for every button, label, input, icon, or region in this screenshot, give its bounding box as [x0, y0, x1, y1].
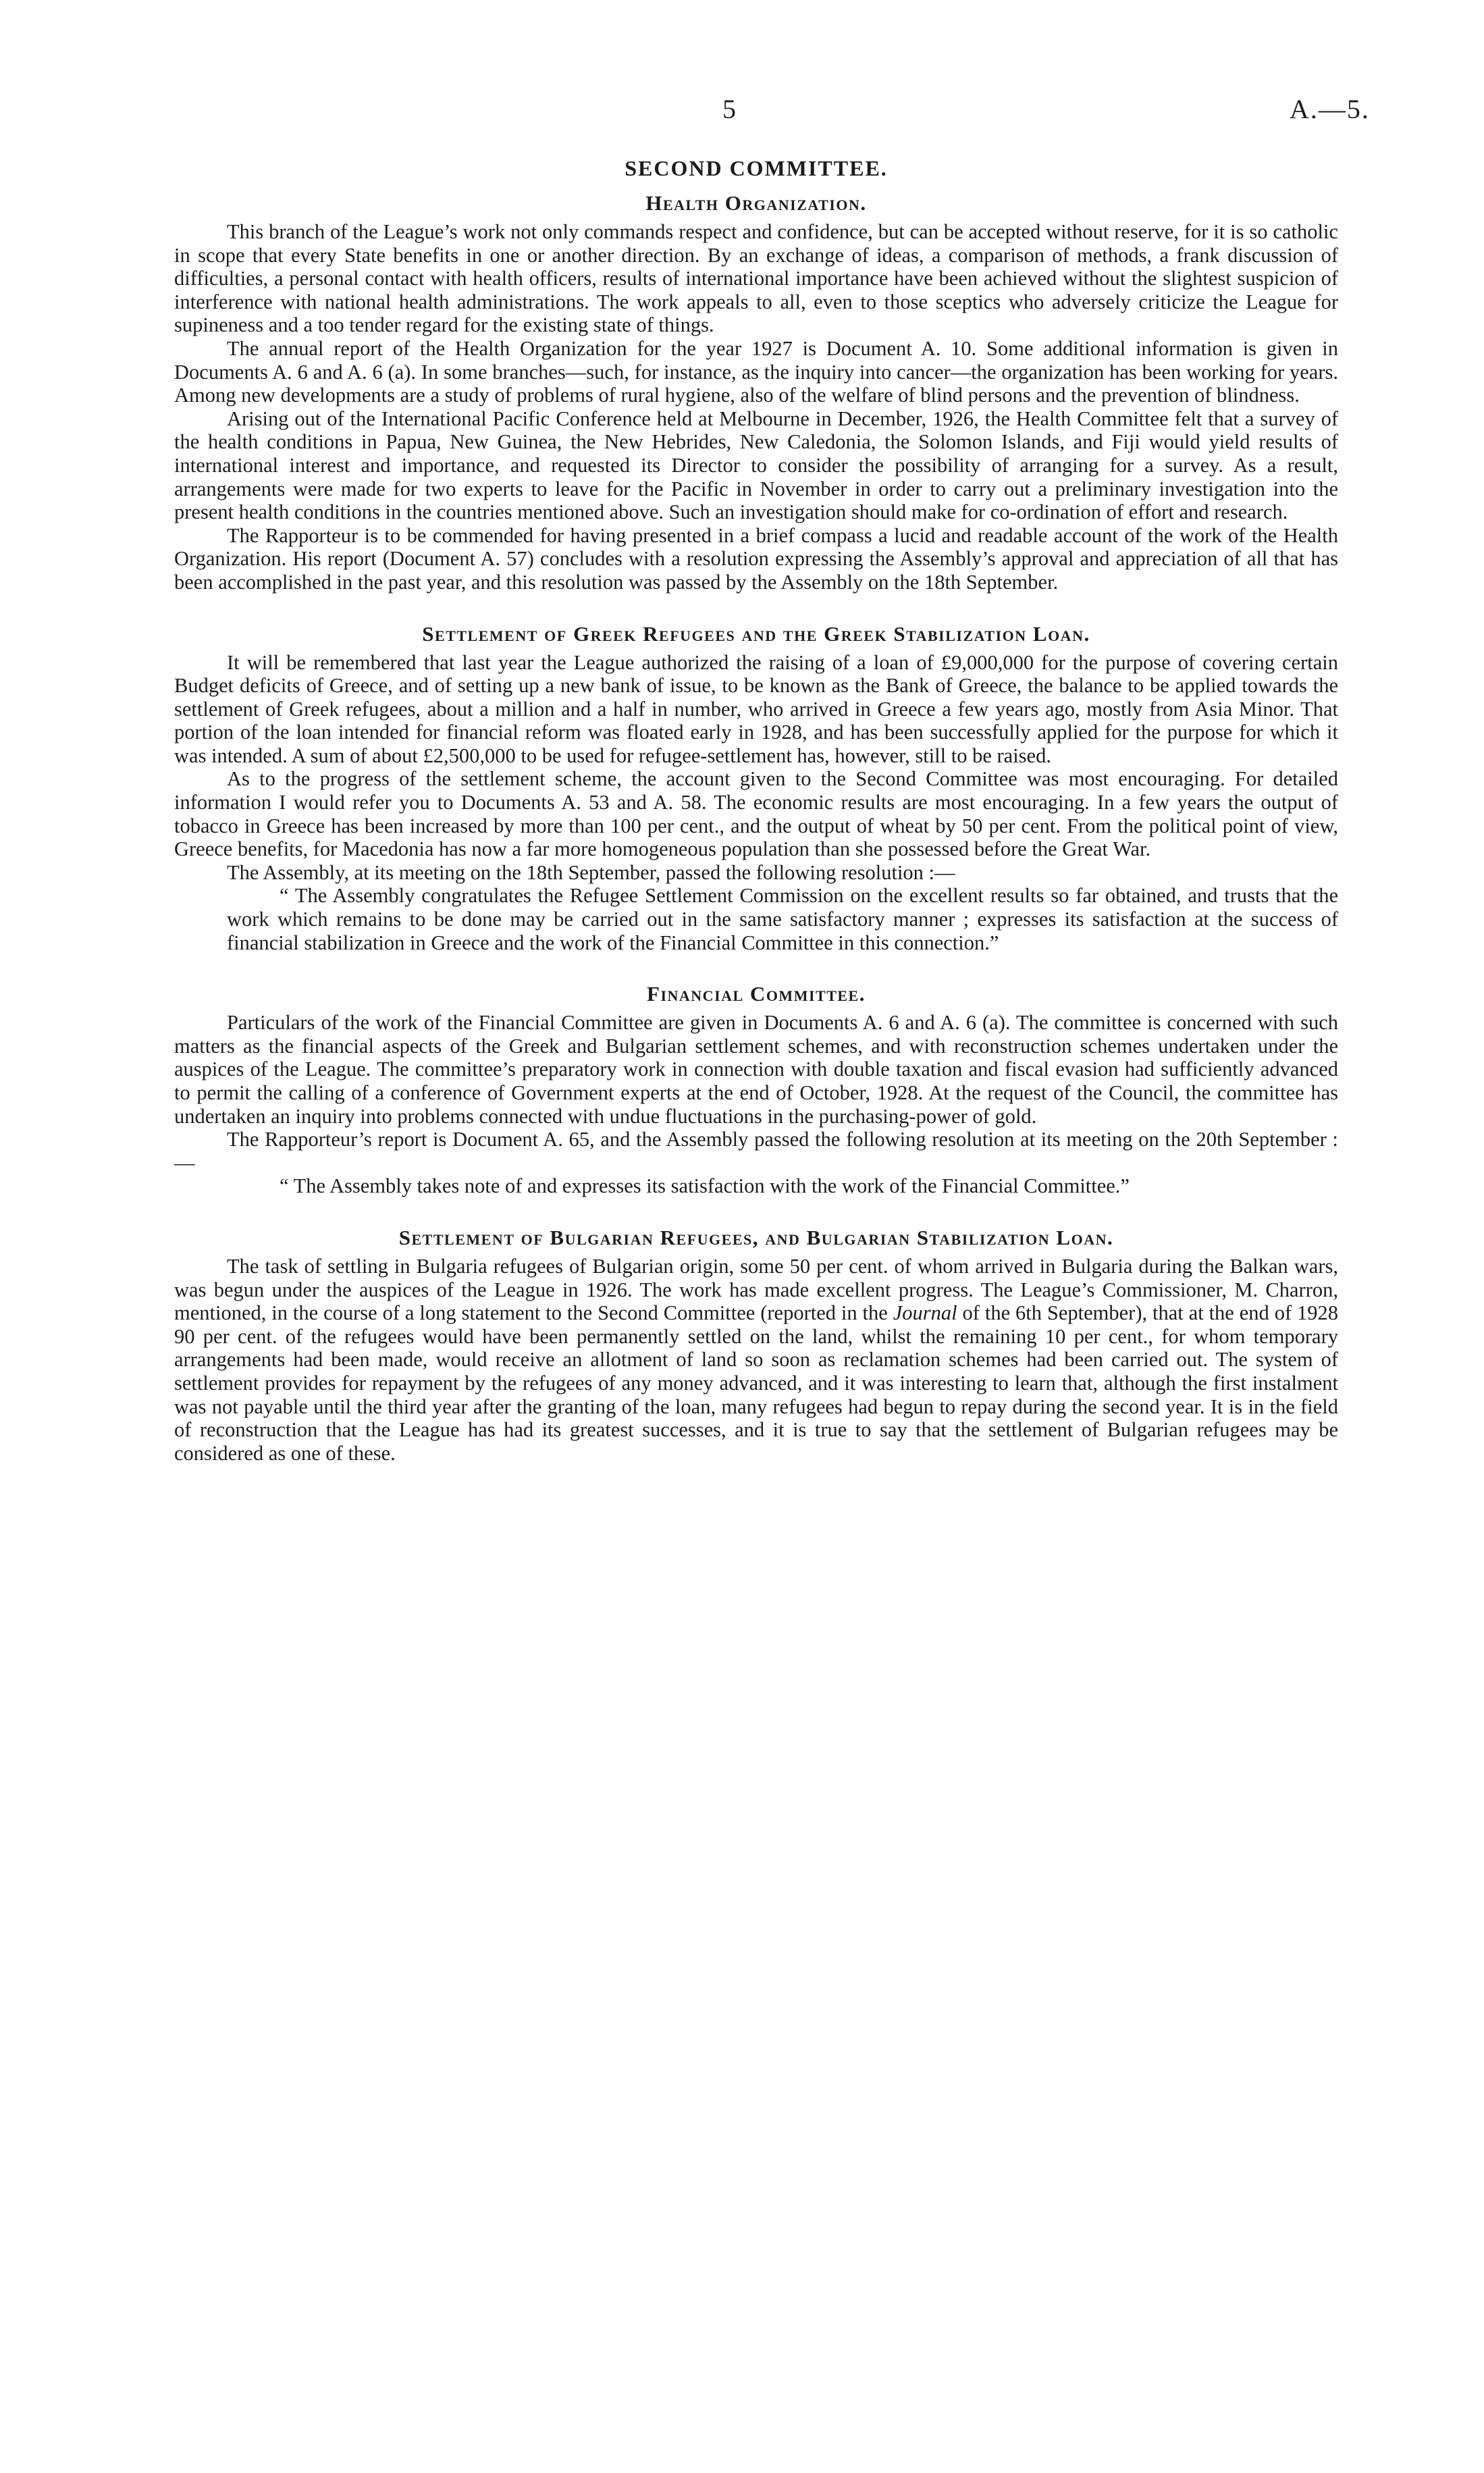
financial-committee-section — [174, 977, 1338, 1198]
health-organization-section — [174, 186, 1338, 594]
paragraph: The annual report of the Health Organization for the year 1927 is Document A. 10. Some additional information is given in Documents A. 6 and A. 6 (a). In some branches—such, for instance, as the inquiry into cancer—the organization has been working for years. Among new developments are a study of problems of rural hygiene, also of the welfare of blind persons and the prevention of blindness. — [174, 336, 1338, 407]
document-body — [174, 151, 1338, 1465]
committee-title: SECOND COMMITTEE. — [625, 156, 888, 180]
document-reference: A.—5. — [1290, 94, 1370, 124]
resolution-quote: “ The Assembly takes note of and expresses its satisfaction with the work of the Financial Committee.” — [280, 1174, 1130, 1198]
paragraph-text: of the 6th September), that at the end of 1928 90 per cent. of the refugees would have been permanently settled on the land, whilst the remaining 10 per cent., for whom temporary arrangements had been made, would receive an allotment of land so soon as reclamation schemes had been carried out. The system of settlement provides for repayment by the refugees of any money advanced, and it was interesting to learn that, although the first instalment was not payable until the third year after the granting of the loan, many refugees had begun to repay during the second year. It is in the field of reconstruction that the League has had its greatest successes, and it is true to say that the settlement of Bulgarian refugees may be considered as one of these. — [174, 1301, 1339, 1465]
resolution-quote: “ The Assembly congratulates the Refugee Settlement Commission on the excellent results so far obtained, and trusts that the work which remains to be done may be carried out in the same satisfactory manner ; expresses its satisfaction at the success of financial stabilization in Greece and the work of the Financial Committee in this connection.” — [227, 884, 1338, 954]
journal-title: Journal — [893, 1301, 957, 1325]
section-title: Health Organization. — [645, 191, 867, 215]
paragraph: Arising out of the International Pacific Conference held at Melbourne in December, 1926, the Health Committee felt that a survey of the health conditions in Papua, New Guinea, the New Hebrides, New Caledonia, the Solomon Islands, and Fiji would yield results of international interest and importance, and requested its Director to consider the possibility of arranging for a survey. As a result, arrangements were made for two experts to leave for the Pacific in November in order to carry out a preliminary investigation into the present health conditions in the countries mentioned above. Such an investigation should make for co-ordination of effort and research. — [174, 407, 1338, 524]
paragraph: The Rapporteur’s report is Document A. 65, and the Assembly passed the following resolution at its meeting on the 20th September :— — [174, 1128, 1338, 1174]
paragraph: This branch of the League’s work not only commands respect and confidence, but can be accepted without reserve, for it is so catholic in scope that every State benefits in one or another direction. By an exchange of ideas, a comparison of methods, a frank discussion of difficulties, a personal contact with health officers, results of international importance have been achieved without the slightest suspicion of interference with national health administrations. The work appeals to all, even to those sceptics who adversely criticize the League for supineness and a too tender regard for the existing state of things. — [174, 220, 1338, 337]
paragraph-text: The task of settling in Bulgaria refugees of Bulgarian origin, some 50 per cent. of whom arrived in Bulgaria during the Balkan wars, was begun under the auspices of the League in 1926. The work has made excellent progress. The League’s Commissioner, M. Charron, mentioned, in the course of a long statement to the Second Committee (reported in the — [174, 1254, 1338, 1325]
paragraph: Particulars of the work of the Financial Committee are given in Documents A. 6 and A. 6 (a). The committee is concerned with such matters as the financial aspects of the Greek and Bulgarian settlement schemes, and with reconstruction schemes undertaken under the auspices of the League. The committee’s preparatory work in connection with double taxation and fiscal evasion had sufficiently advanced to permit the calling of a conference of Government experts at the end of October, 1928. At the request of the Council, the committee has undertaken an inquiry into problems connected with undue fluctuations in the purchasing-power of gold. — [174, 1011, 1338, 1128]
paragraph: It will be remembered that last year the League authorized the raising of a loan of £9,000,000 for the purpose of covering certain Budget deficits of Greece, and of setting up a new bank of issue, to be known as the Bank of Greece, the balance to be applied towards the settlement of Greek refugees, about a million and a half in number, who arrived in Greece a few years ago, mostly from Asia Minor. That portion of the loan intended for financial reform was floated early in 1928, and has been successfully applied for the purpose for which it was intended. A sum of about £2,500,000 to be used for refugee-settlement has, however, still to be raised. — [174, 650, 1338, 767]
section-title: Settlement of Bulgarian Refugees, and Bulgarian Stabilization Loan. — [398, 1225, 1114, 1249]
paragraph: The Assembly, at its meeting on the 18th September, passed the following resolution :— — [227, 860, 955, 884]
paragraph — [174, 1255, 1338, 1465]
greek-refugees-section — [174, 617, 1338, 955]
bulgarian-refugees-section — [174, 1221, 1338, 1465]
paragraph: The Rapporteur is to be commended for having presented in a brief compass a lucid and readable account of the work of the Health Organization. His report (Document A. 57) concludes with a resolution expressing the Assembly’s approval and appreciation of all that has been accomplished in the past year, and this resolution was passed by the Assembly on the 18th September. — [174, 523, 1338, 594]
page-number: 5 — [722, 94, 736, 124]
section-title: Financial Committee. — [647, 982, 866, 1006]
section-title: Settlement of Greek Refugees and the Greek Stabilization Loan. — [422, 621, 1090, 646]
paragraph: As to the progress of the settlement scheme, the account given to the Second Committee was most encouraging. For detailed information I would refer you to Documents A. 53 and A. 58. The economic results are most encouraging. In a few years the output of tobacco in Greece has been increased by more than 100 per cent., and the output of wheat by 50 per cent. From the political point of view, Greece benefits, for Macedonia has now a far more homogeneous population than she possessed before the Great War. — [174, 767, 1338, 861]
